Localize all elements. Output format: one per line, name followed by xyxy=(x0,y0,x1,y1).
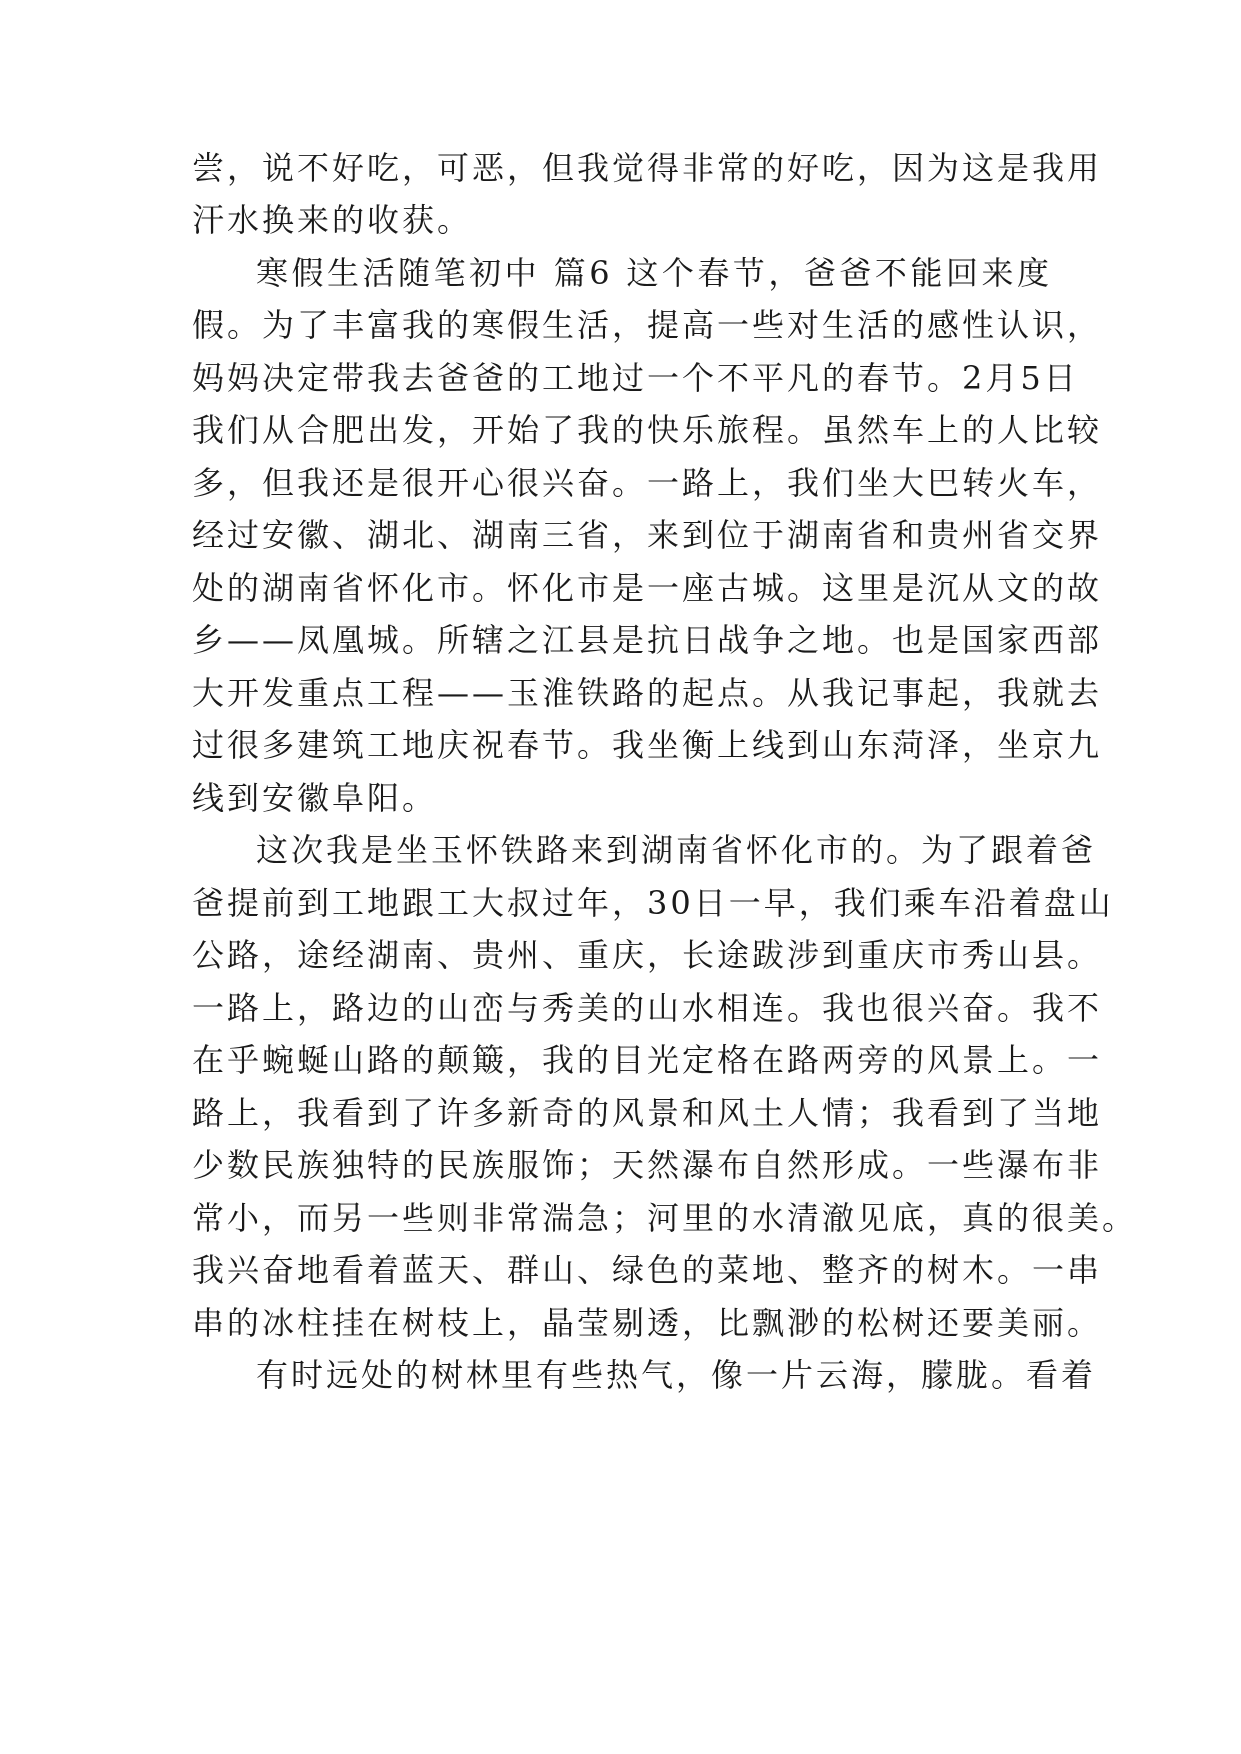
text-line: 处的湖南省怀化市。怀化市是一座古城。这里是沉从文的故 xyxy=(192,569,1103,607)
text-line: 少数民族独特的民族服饰；天然瀑布自然形成。一些瀑布非 xyxy=(192,1146,1103,1184)
text-line: 汗水换来的收获。 xyxy=(192,201,473,239)
text-line: 爸提前到工地跟工大叔过年，30日一早，我们乘车沿着盘山 xyxy=(192,884,1114,922)
text-line: 我兴奋地看着蓝天、群山、绿色的菜地、整齐的树木。一串 xyxy=(192,1251,1103,1289)
text-line: 经过安徽、湖北、湖南三省，来到位于湖南省和贵州省交界 xyxy=(192,516,1103,554)
text-line: 公路，途经湖南、贵州、重庆，长途跋涉到重庆市秀山县。 xyxy=(192,936,1103,974)
text-line: 线到安徽阜阳。 xyxy=(192,779,438,817)
text-line: 过很多建筑工地庆祝春节。我坐衡上线到山东菏泽，坐京九 xyxy=(192,726,1103,764)
text-line: 寒假生活随笔初中 篇6 这个春节，爸爸不能回来度 xyxy=(256,254,1052,292)
text-line: 妈妈决定带我去爸爸的工地过一个不平凡的春节。2月5日 xyxy=(192,359,1079,397)
text-line: 尝，说不好吃，可恶，但我觉得非常的好吃，因为这是我用 xyxy=(192,149,1103,187)
text-line: 乡——凤凰城。所辖之江县是抗日战争之地。也是国家西部 xyxy=(192,621,1103,659)
text-line: 一路上，路边的山峦与秀美的山水相连。我也很兴奋。我不 xyxy=(192,989,1103,1027)
text-line: 常小，而另一些则非常湍急；河里的水清澈见底，真的很美。 xyxy=(192,1199,1138,1237)
text-line: 在乎蜿蜒山路的颠簸，我的目光定格在路两旁的风景上。一 xyxy=(192,1041,1103,1079)
text-line: 假。为了丰富我的寒假生活，提高一些对生活的感性认识， xyxy=(192,306,1103,344)
text-line: 这次我是坐玉怀铁路来到湖南省怀化市的。为了跟着爸 xyxy=(256,831,1097,869)
text-line: 大开发重点工程——玉淮铁路的起点。从我记事起，我就去 xyxy=(192,674,1103,712)
text-line: 我们从合肥出发，开始了我的快乐旅程。虽然车上的人比较 xyxy=(192,411,1103,449)
text-line: 有时远处的树林里有些热气，像一片云海，朦胧。看着 xyxy=(256,1356,1097,1394)
text-line: 多，但我还是很开心很兴奋。一路上，我们坐大巴转火车， xyxy=(192,464,1103,502)
text-line: 串的冰柱挂在树枝上，晶莹剔透，比飘渺的松树还要美丽。 xyxy=(192,1304,1103,1342)
text-line: 路上，我看到了许多新奇的风景和风土人情；我看到了当地 xyxy=(192,1094,1103,1132)
